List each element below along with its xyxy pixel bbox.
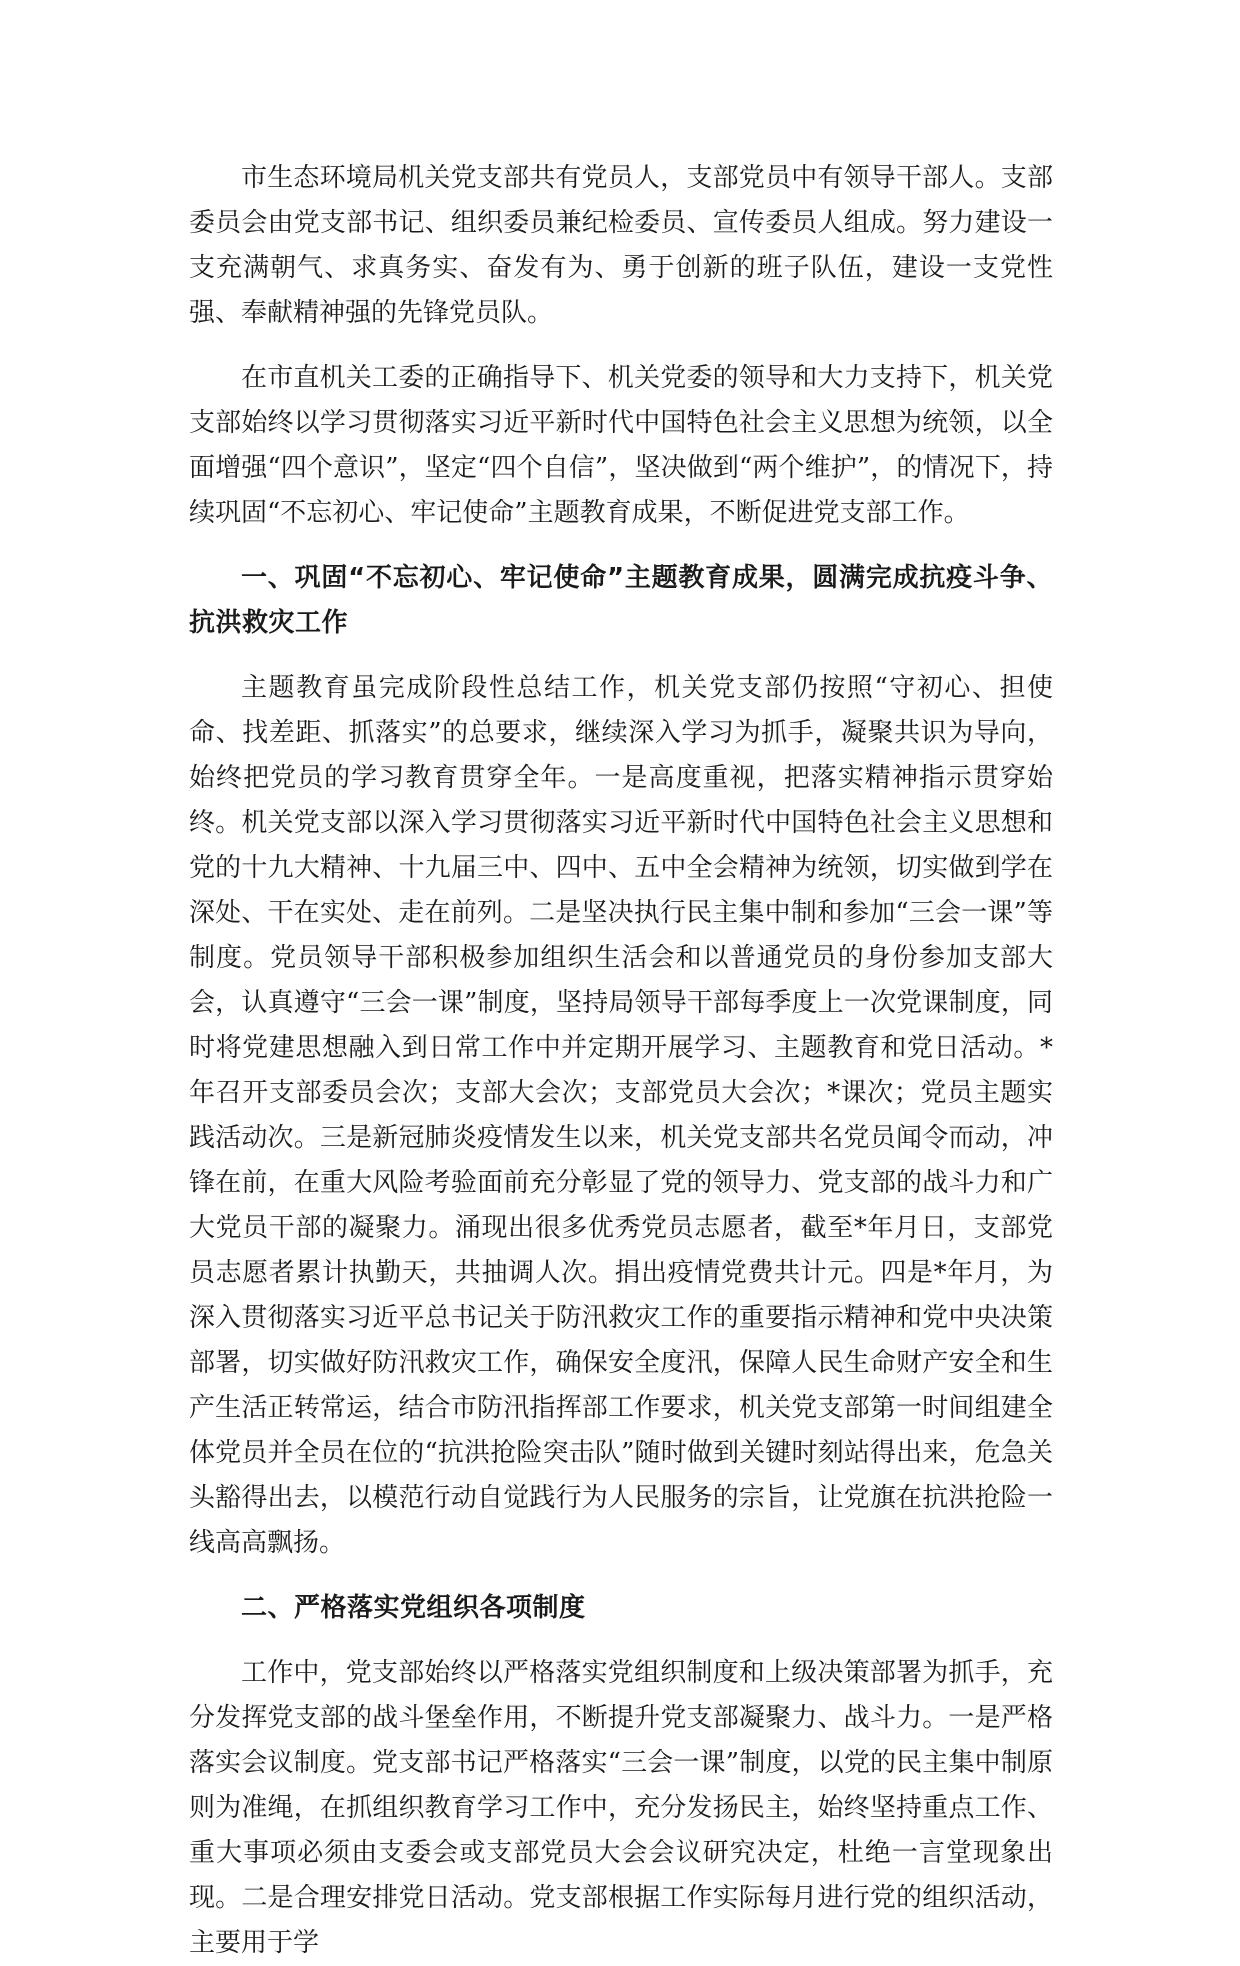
section-heading-1: 一、巩固“不忘初心、牢记使命”主题教育成果，圆满完成抗疫斗争、抗洪救灾工作 xyxy=(189,563,1053,638)
section-1-paragraph: 主题教育虽完成阶段性总结工作，机关党支部仍按照“守初心、担使命、找差距、抓落实”的总要求，继续深入学习为抓手，凝聚共识为导向，始终把党员的学习教育贯穿全年。一是高度重视，把落实精神指示贯穿始终。机关党支部以深入学习贯彻落实习近平新时代中国特色社会主义思想和党的十九大精神、十九届三中、四中、五中全会精神为统领，切实做到学在深处、干在实处、走在前列。二是坚决执行民主集中制和参加“三会一课”等制度。党员领导干部积极参加组织生活会和以普通党员的身份参加支部大会，认真遵守“三会一课”制度，坚持局领导干部每季度上一次党课制度，同时将党建思想融入到日常工作中并定期开展学习、主题教育和党日活动。*年召开支部委员会次；支部大会次；支部党员大会次；*课次；党员主题实践活动次。三是新冠肺炎疫情发生以来，机关党支部共名党员闻令而动，冲锋在前，在重大风险考验面前充分彰显了党的领导力、党支部的战斗力和广大党员干部的凝聚力。涌现出很多优秀党员志愿者，截至*年月日，支部党员志愿者累计执勤天，共抽调人次。捐出疫情党费共计元。四是*年月，为深入贯彻落实习近平总书记关于防汛救灾工作的重要指示精神和党中央决策部署，切实做好防汛救灾工作，确保安全度汛，保障人民生命财产安全和生产生活正转常运，结合市防汛指挥部工作要求，机关党支部第一时间组建全体党员并全员在位的“抗洪抢险突击队”随时做到关键时刻站得出来，危急关头豁得出去，以模范行动自觉践行为人民服务的宗旨，让党旗在抗洪抢险一线高高飘扬。 xyxy=(189,673,1053,1558)
section-heading-2: 二、严格落实党组织各项制度 xyxy=(241,1593,586,1623)
intro-paragraph-1: 市生态环境局机关党支部共有党员人，支部党员中有领导干部人。支部委员会由党支部书记、组织委员兼纪检委员、宣传委员人组成。努力建设一支充满朝气、求真务实、奋发有为、勇于创新的班子队伍，建设一支党性强、奉献精神强的先锋党员队。 xyxy=(189,163,1053,328)
document-body xyxy=(189,156,1053,1966)
intro-paragraph-2: 在市直机关工委的正确指导下、机关党委的领导和大力支持下，机关党支部始终以学习贯彻落实习近平新时代中国特色社会主义思想为统领，以全面增强“四个意识”，坚定“四个自信”，坚决做到“两个维护”，的情况下，持续巩固“不忘初心、牢记使命”主题教育成果，不断促进党支部工作。 xyxy=(189,363,1053,528)
section-2-paragraph: 工作中，党支部始终以严格落实党组织制度和上级决策部署为抓手，充分发挥党支部的战斗堡垒作用，不断提升党支部凝聚力、战斗力。一是严格落实会议制度。党支部书记严格落实“三会一课”制度，以党的民主集中制原则为准绳，在抓组织教育学习工作中，充分发扬民主，始终坚持重点工作、重大事项必须由支委会或支部党员大会会议研究决定，杜绝一言堂现象出现。二是合理安排党日活动。党支部根据工作实际每月进行党的组织活动，主要用于学 xyxy=(189,1658,1053,1958)
